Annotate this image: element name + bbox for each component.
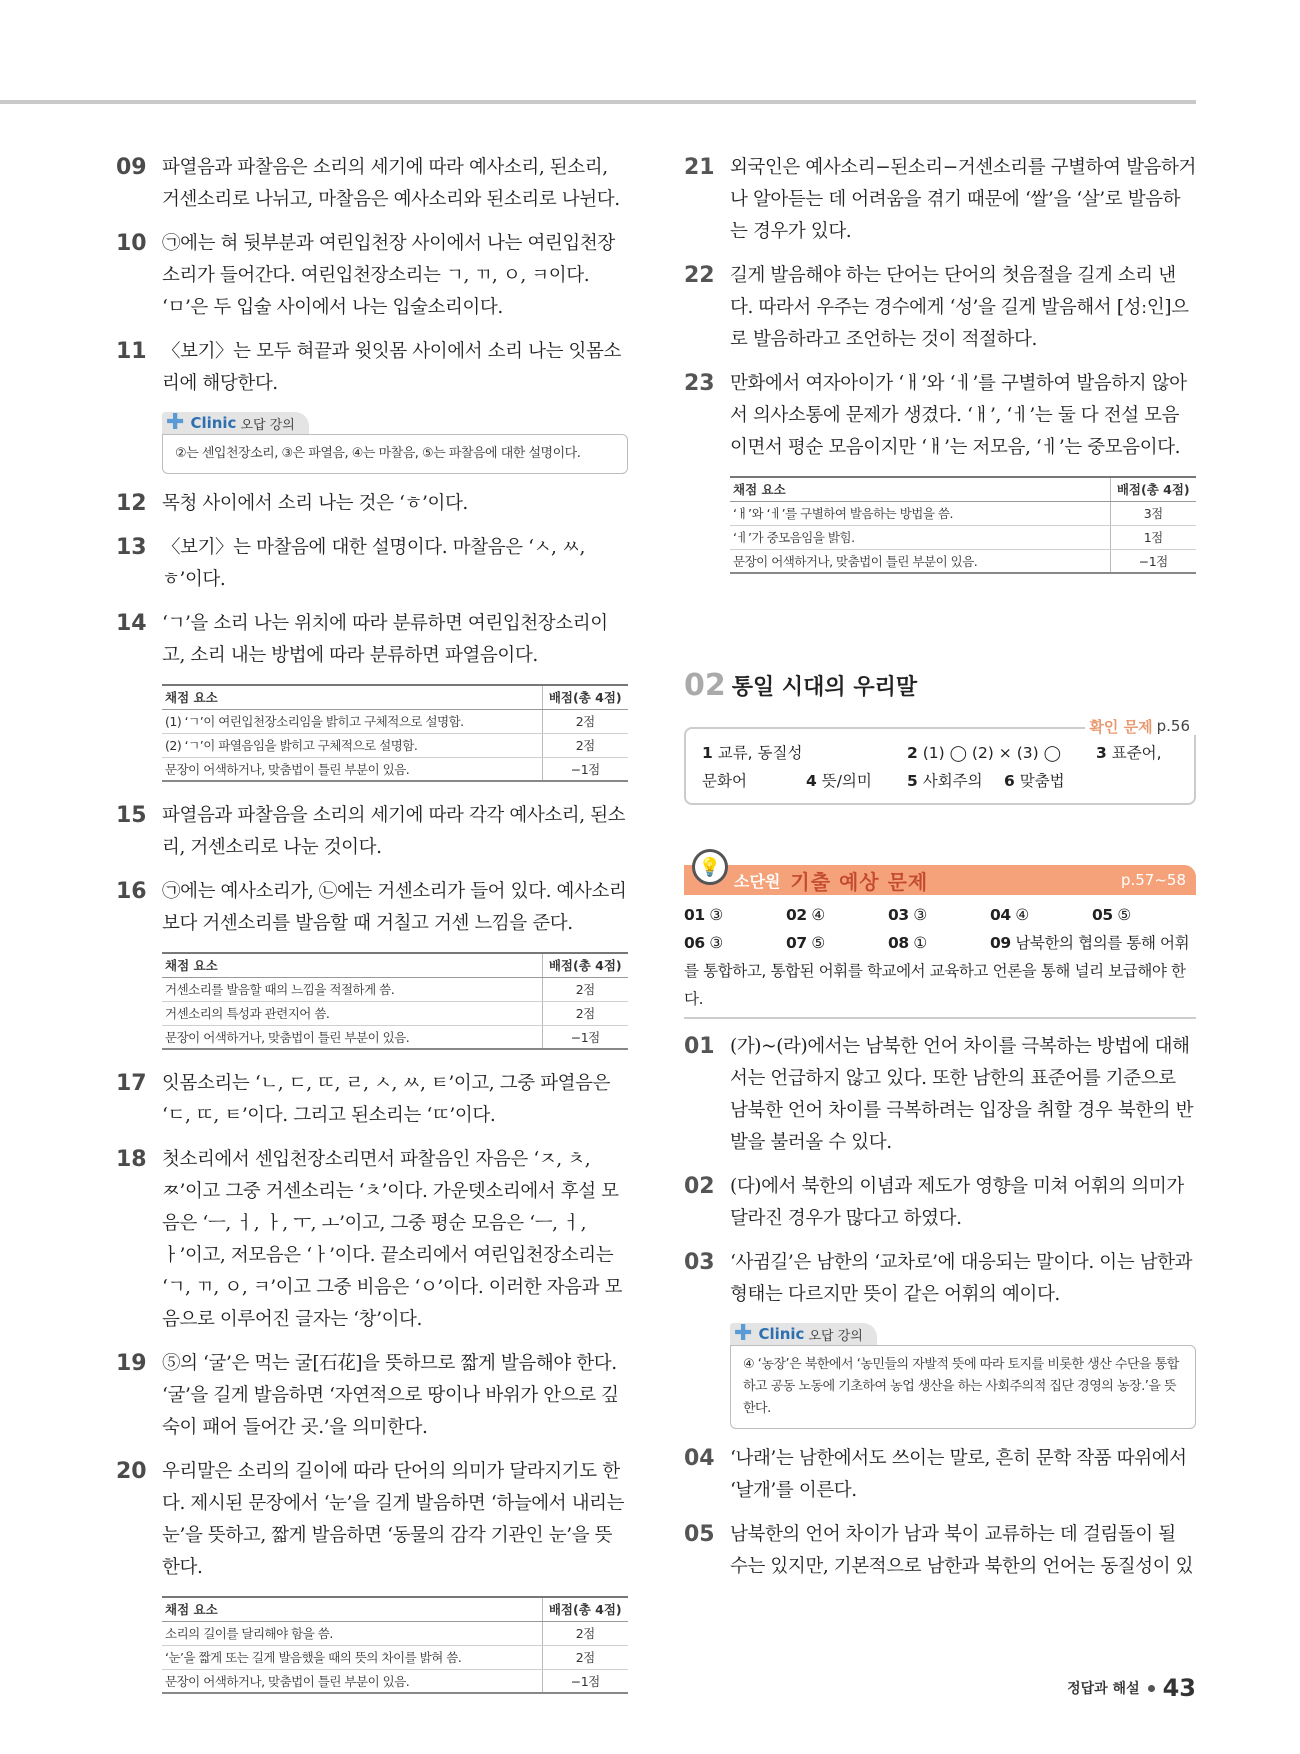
question-number: 01 [684,1034,715,1059]
answer-18 [116,1144,628,1336]
question-number: 22 [684,263,715,288]
explanation-text: ㉠에는 혀 뒷부분과 여린입천장 사이에서 나는 여린입천장소리가 들어간다. 여린입천장소리는 ㄱ, ㄲ, ㅇ, ㅋ이다. ‘ㅁ’은 두 입술 사이에서 나는 입술소리이다. [162,233,615,318]
question-number: 04 [684,1446,715,1471]
clinic-box [730,1323,1196,1429]
sub-unit-banner [684,856,1196,895]
answer-11 [116,336,628,400]
answer-17 [116,1068,628,1132]
question-number: 14 [116,611,147,636]
quick-answers: 01 ③ 02 ④ 03 ③ 04 ④ 05 ⑤ 06 ③ 07 ⑤ 08 ① 09 남북한의 협의를 통해 어휘 를 통합하고, 통합된 어휘를 학교에서 교육하고 언론을 통해 널리 보급해야 한다. [684,895,1196,1019]
answer-22 [684,260,1196,356]
clinic-text: ②는 센입천장소리, ③은 파열음, ④는 마찰음, ⑤는 파찰음에 대한 설명이다. [162,434,628,474]
question-number: 11 [116,339,147,364]
answer-13 [116,532,628,596]
right-column [684,152,1196,1595]
question-number: 02 [684,1174,715,1199]
question-number: 19 [116,1351,147,1376]
answer-16 [116,876,628,940]
explanation-text: 첫소리에서 센입천장소리면서 파찰음인 자음은 ‘ㅈ, ㅊ, ㅉ’이고 그중 거센소리는 ‘ㅊ’이다. 가운뎃소리에서 후설 모음은 ‘ㅡ, ㅓ, ㅏ, ㅜ, ㅗ’이고, 그중 평순 모음은 ‘ㅡ, ㅓ, ㅏ’이고, 저모음은 ‘ㅏ’이다. 끝소리에서 여린입천장소리는 ‘ㄱ, ㄲ, ㅇ, ㅋ’이고 그중 비음은 ‘ㅇ’이다. 이러한 자음과 모음으로 이루어진 글자는 ‘창’이다. [162,1149,623,1330]
question-number: 03 [684,1250,715,1275]
question-number: 21 [684,155,715,180]
confirm-label: 확인 문제 [1085,716,1156,737]
explanation-text: 〈보기〉는 모두 혀끝과 윗잇몸 사이에서 소리 나는 잇몸소리에 해당한다. [162,341,621,394]
explanation-text: (다)에서 북한의 이념과 제도가 영향을 미쳐 어휘의 의미가 달라진 경우가 많다고 하였다. [730,1176,1184,1229]
section-title: 통일 시대의 우리말 [731,675,918,700]
plus-icon: ✚ [734,1321,753,1346]
explanation-02 [684,1171,1196,1235]
bullet-icon [1148,1685,1155,1692]
explanation-05 [684,1519,1196,1583]
question-number: 09 [116,155,147,180]
page-footer [1067,1674,1196,1702]
explanation-text: 잇몸소리는 ‘ㄴ, ㄷ, ㄸ, ㄹ, ㅅ, ㅆ, ㅌ’이고, 그중 파열음은 ‘ㄷ, ㄸ, ㅌ’이다. 그리고 된소리는 ‘ㄸ’이다. [162,1073,611,1126]
explanation-text: 남북한의 언어 차이가 남과 북이 교류하는 데 걸림돌이 될 수는 있지만, 기본적으로 남한과 북한의 언어는 동질성이 있 [730,1524,1194,1577]
question-number: 18 [116,1147,147,1172]
explanation-01 [684,1031,1196,1159]
answer-09-continued: 를 통합하고, 통합된 어휘를 학교에서 교육하고 언론을 통해 널리 보급해야 한다. [684,962,1186,1008]
lightbulb-icon: 💡 [692,849,728,885]
question-number: 13 [116,535,147,560]
section-heading [684,668,1196,703]
explanation-text: (가)~(라)에서는 남북한 언어 차이를 극복하는 방법에 대해서는 언급하지 않고 있다. 또한 남한의 표준어를 기준으로 남북한 언어 차이를 극복하려는 입장을 취할 경우 북한의 반발을 불러올 수 있다. [730,1036,1194,1153]
question-number: 16 [116,879,147,904]
answer-15 [116,800,628,864]
top-rule [0,100,1196,104]
question-number: 10 [116,231,147,256]
scoring-table-14: 채점 요소 배점(총 4점) (1) ‘ㄱ’이 여린입천장소리임을 밝히고 구체적으로 설명함. 2점 (2) ‘ㄱ’이 파열음임을 밝히고 구체적으로 설명함. 2점 문장이 어색하거나, 맞춤법이 틀린 부분이 있음. −1점 [162,684,628,782]
confirm-row: 1 교류, 동질성 2 (1) ◯ (2) × (3) ◯ 3 표준어, [702,744,1162,762]
explanation-text: ‘나래’는 남한에서도 쓰이는 말로, 흔히 문학 작품 따위에서 ‘날개’를 이른다. [730,1448,1187,1501]
scoring-table-16: 채점 요소 배점(총 4점) 거센소리를 발음할 때의 느낌을 적절하게 씀. 2점 거센소리의 특성과 관련지어 씀. 2점 문장이 어색하거나, 맞춤법이 틀린 부분이 있음. −1점 [162,952,628,1050]
explanation-text: 우리말은 소리의 길이에 따라 단어의 의미가 달라지기도 한다. 제시된 문장에서 ‘눈’을 길게 발음하면 ‘하늘에서 내리는 눈’을 뜻하고, 짧게 발음하면 ‘동물의 감각 기관인 눈’을 뜻한다. [162,1461,625,1578]
scoring-table-23: 채점 요소 배점(총 4점) ‘ㅐ’와 ‘ㅔ’를 구별하여 발음하는 방법을 씀. 3점 ‘ㅔ’가 중모음임을 밝힘. 1점 문장이 어색하거나, 맞춤법이 틀린 부분이 있음. −1점 [730,476,1196,574]
left-column [116,152,628,1712]
question-number: 12 [116,491,147,516]
explanation-04 [684,1443,1196,1507]
answer-20 [116,1456,628,1584]
explanation-text: 외국인은 예사소리−된소리−거센소리를 구별하여 발음하거나 알아듣는 데 어려움을 겪기 때문에 ‘쌀’을 ‘살’로 발음하는 경우가 있다. [730,157,1196,242]
answer-19 [116,1348,628,1444]
clinic-box [162,412,628,474]
section-number: 02 [684,668,726,703]
banner-title: 기출 예상 문제 [790,869,929,894]
explanation-text: 목청 사이에서 소리 나는 것은 ‘ㅎ’이다. [162,493,468,514]
answer-14 [116,608,628,672]
question-number: 15 [116,803,147,828]
explanation-text: ‘사귐길’은 남한의 ‘교차로’에 대응되는 말이다. 이는 남한과 형태는 다르지만 뜻이 같은 어휘의 예이다. [730,1252,1193,1305]
question-number: 05 [684,1522,715,1547]
confirm-header [684,715,1196,737]
confirm-answers-box [684,727,1196,805]
clinic-text: ④ ‘농장’은 북한에서 ‘농민들의 자발적 뜻에 따라 토지를 비롯한 생산 수단을 통합하고 공동 노동에 기초하여 농업 생산을 하는 사회주의적 집단 경영의 농장.’을 뜻한다. [730,1345,1196,1429]
footer-label: 정답과 해설 [1067,1681,1140,1697]
question-number: 20 [116,1459,147,1484]
explanation-text: ‘ㄱ’을 소리 나는 위치에 따라 분류하면 여린입천장소리이고, 소리 내는 방법에 따라 분류하면 파열음이다. [162,613,608,666]
explanation-text: 만화에서 여자아이가 ‘ㅐ’와 ‘ㅔ’를 구별하여 발음하지 않아서 의사소통에 문제가 생겼다. ‘ㅐ’, ‘ㅔ’는 둘 다 전설 모음이면서 평순 모음이지만 ‘ㅐ’는 저모음, ‘ㅔ’는 중모음이다. [730,373,1187,458]
confirm-row: 문화어 4 뜻/의미 5 사회주의 6 맞춤법 [702,772,1065,790]
answer-10 [116,228,628,324]
explanation-03 [684,1247,1196,1311]
answer-21 [684,152,1196,248]
confirm-page: p.56 [1157,717,1196,735]
banner-subtitle: 소단원 [734,871,781,891]
page-number: 43 [1162,1674,1196,1702]
scoring-table-20: 채점 요소 배점(총 4점) 소리의 길이를 달리해야 함을 씀. 2점 ‘눈’을 짧게 또는 길게 발음했을 때의 뜻의 차이를 밝혀 씀. 2점 문장이 어색하거나, 맞춤법이 틀린 부분이 있음. −1점 [162,1596,628,1694]
answer-09 [116,152,628,216]
banner-pages: p.57~58 [1120,871,1186,889]
question-number: 23 [684,371,715,396]
explanation-text: ⑤의 ‘굴’은 먹는 굴[石花]을 뜻하므로 짧게 발음해야 한다. ‘굴’을 길게 발음하면 ‘자연적으로 땅이나 바위가 안으로 깊숙이 패어 들어간 곳.’을 의미한다. [162,1353,619,1438]
clinic-tab: ✚ Clinic 오답 강의 [162,412,309,434]
plus-icon: ✚ [166,410,185,435]
answer-12 [116,488,628,520]
explanation-text: 〈보기〉는 마찰음에 대한 설명이다. 마찰음은 ‘ㅅ, ㅆ, ㅎ’이다. [162,537,585,590]
clinic-tab: ✚ Clinic 오답 강의 [730,1323,877,1345]
explanation-text: ㉠에는 예사소리가, ㉡에는 거센소리가 들어 있다. 예사소리보다 거센소리를 발음할 때 거칠고 거센 느낌을 준다. [162,881,627,934]
explanation-text: 파열음과 파찰음을 소리의 세기에 따라 각각 예사소리, 된소리, 거센소리로 나눈 것이다. [162,805,626,858]
answer-23 [684,368,1196,464]
question-number: 17 [116,1071,147,1096]
explanation-text: 길게 발음해야 하는 단어는 단어의 첫음절을 길게 소리 낸다. 따라서 우주는 경수에게 ‘성’을 길게 발음해서 [성ː인]으로 발음하라고 조언하는 것이 적절하다. [730,265,1189,350]
explanation-text: 파열음과 파찰음은 소리의 세기에 따라 예사소리, 된소리, 거센소리로 나뉘고, 마찰음은 예사소리와 된소리로 나뉜다. [162,157,620,210]
